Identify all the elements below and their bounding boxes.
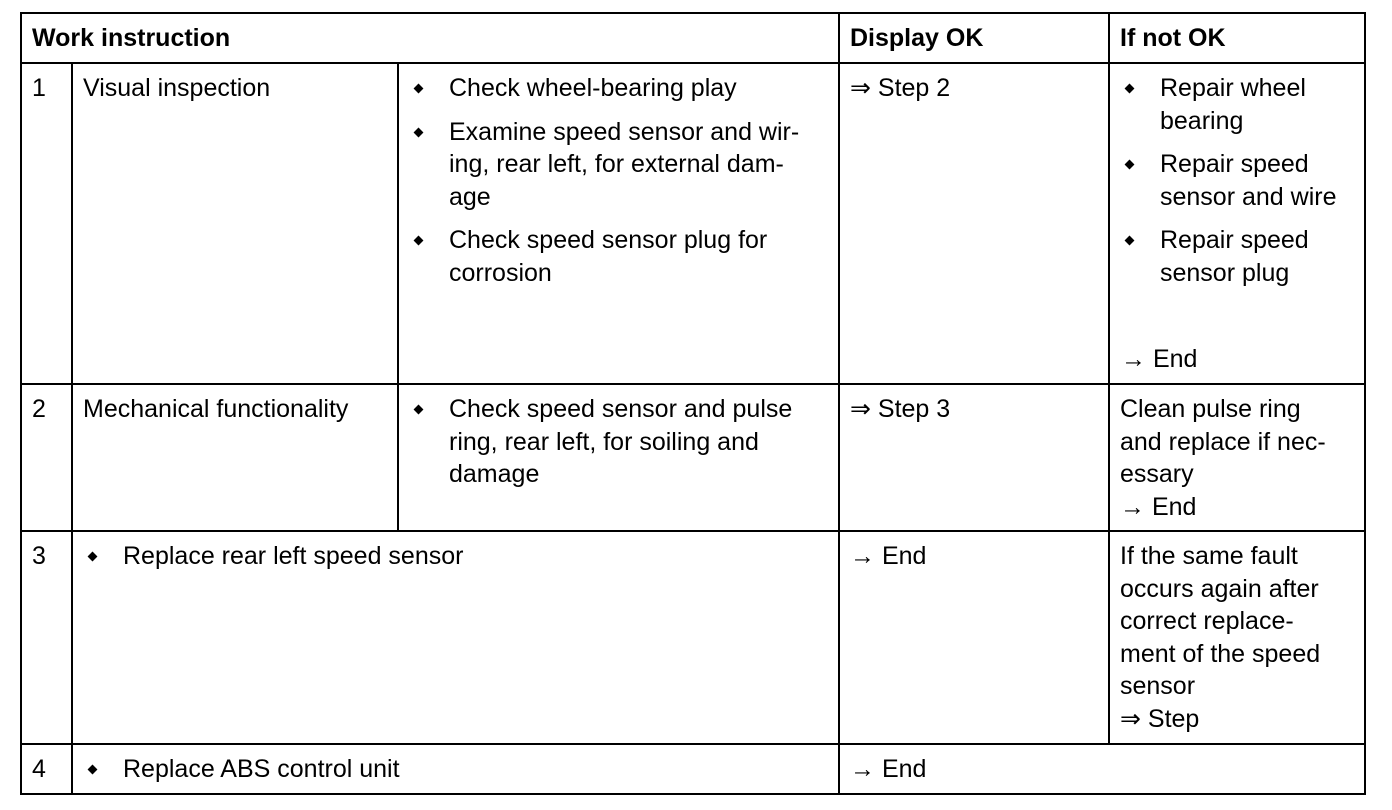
remedy-item <box>1120 148 1354 213</box>
step-number: 1 <box>21 63 72 384</box>
instruction-item <box>409 393 828 491</box>
instruction-item <box>409 116 828 214</box>
instruction-line: age <box>449 182 491 211</box>
table-row <box>21 63 1365 384</box>
instruction-list <box>409 72 828 289</box>
diamond-bullet-icon <box>414 405 424 415</box>
diamond-bullet-icon <box>414 127 424 137</box>
remedy-line: ment of the speed <box>1120 639 1321 668</box>
remedy-item <box>1120 224 1354 289</box>
instruction-cell <box>72 744 839 794</box>
remedy-line: Clean pulse ring <box>1120 395 1301 423</box>
work-instruction-table <box>20 12 1366 795</box>
action-label: Visual inspection <box>72 63 398 384</box>
remedy-line: sensor <box>1120 672 1196 700</box>
instruction-item <box>409 72 828 105</box>
header-row <box>21 13 1365 63</box>
header-display-ok: Display OK <box>839 13 1109 63</box>
remedy-line: occurs again after <box>1120 574 1319 603</box>
diamond-bullet-icon <box>414 236 424 246</box>
instruction-line: ring, rear left, for soiling and <box>449 427 759 456</box>
display-ok-cell <box>839 531 1109 744</box>
step-number: 4 <box>21 744 72 794</box>
table-row <box>21 384 1365 531</box>
instruction-cell <box>398 63 839 384</box>
instruction-item <box>83 753 828 786</box>
remedy-line: Repair speed <box>1160 226 1309 254</box>
instruction-line: damage <box>449 460 540 488</box>
instruction-item <box>409 224 828 289</box>
remedy-line: If the same fault <box>1120 542 1298 570</box>
header-if-not-ok: If not OK <box>1109 13 1365 63</box>
step-number: 2 <box>21 384 72 531</box>
remedy-line: sensor and wire <box>1160 182 1337 211</box>
if-not-ok-cell <box>1109 63 1365 384</box>
instruction-line: Check speed sensor plug for <box>449 226 768 254</box>
display-ok-result: ⇒ Step 2 <box>850 74 951 102</box>
remedy-item <box>1120 72 1354 137</box>
instruction-list <box>83 540 828 573</box>
instruction-line: Check wheel-bearing play <box>449 74 737 102</box>
action-label: Mechanical functionality <box>72 384 398 531</box>
instruction-line: Check speed sensor and pulse <box>449 395 793 423</box>
instruction-cell <box>398 384 839 531</box>
remedy-line: sensor plug <box>1160 258 1290 287</box>
diamond-bullet-icon <box>1125 236 1135 246</box>
step-number: 3 <box>21 531 72 744</box>
if-not-ok-cell <box>1109 531 1365 744</box>
table-row <box>21 531 1365 744</box>
instruction-line: corrosion <box>449 258 552 287</box>
display-ok-cell <box>839 63 1109 384</box>
remedy-list <box>1120 72 1354 289</box>
display-ok-result: ⇒ Step 3 <box>850 395 951 423</box>
instruction-line: Replace ABS control unit <box>123 755 400 783</box>
remedy-line: correct replace- <box>1120 607 1294 635</box>
header-work-instruction: Work instruction <box>21 13 839 63</box>
table-row <box>21 744 1365 794</box>
instruction-cell <box>72 531 839 744</box>
if-not-ok-cell <box>1109 384 1365 531</box>
display-ok-cell <box>839 384 1109 531</box>
if-not-ok-result: → End <box>1120 492 1197 521</box>
remedy-line: and replace if nec- <box>1120 427 1326 456</box>
remedy-line: Repair speed <box>1160 150 1309 178</box>
display-ok-cell <box>839 744 1365 794</box>
diamond-bullet-icon <box>1125 84 1135 94</box>
display-ok-result: → End <box>850 755 927 783</box>
diamond-bullet-icon <box>1125 160 1135 170</box>
diamond-bullet-icon <box>88 765 98 775</box>
diamond-bullet-icon <box>88 552 98 562</box>
instruction-list <box>409 393 828 491</box>
instruction-line: Examine speed sensor and wir- <box>449 117 800 146</box>
instruction-item <box>83 540 828 573</box>
instruction-line: Replace rear left speed sensor <box>123 542 464 570</box>
diamond-bullet-icon <box>414 84 424 94</box>
display-ok-result: → End <box>850 542 927 570</box>
remedy-line: bearing <box>1160 106 1244 135</box>
if-not-ok-result: ⇒ Step <box>1120 704 1200 733</box>
instruction-list <box>83 753 828 786</box>
remedy-line: essary <box>1120 460 1194 488</box>
instruction-line: ing, rear left, for external dam- <box>449 150 784 178</box>
remedy-line: Repair wheel <box>1160 74 1306 102</box>
if-not-ok-result: → End <box>1121 344 1198 373</box>
